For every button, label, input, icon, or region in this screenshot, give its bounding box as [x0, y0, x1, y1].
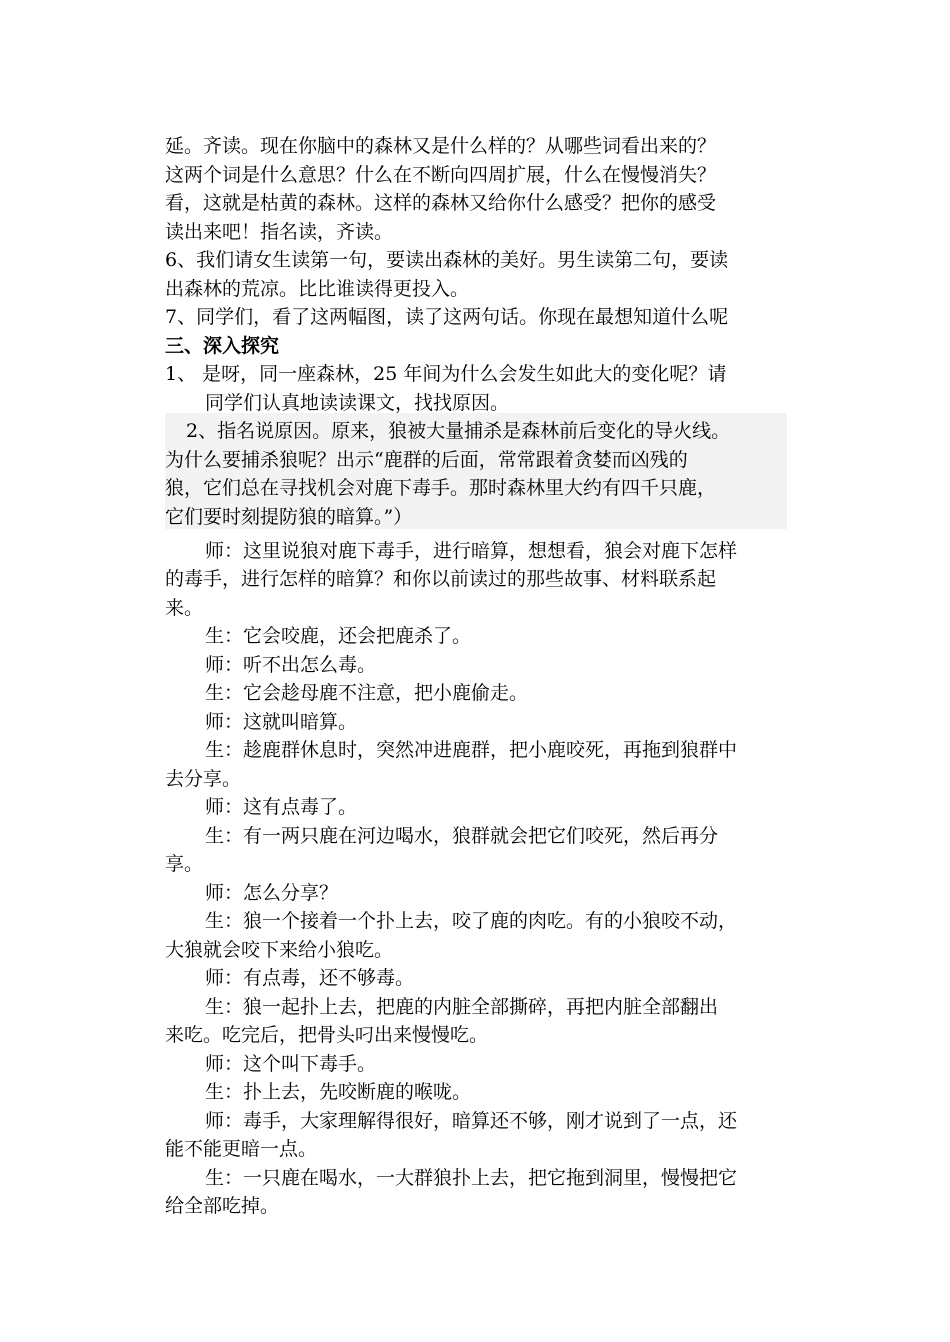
question2-line-2: 为什么要捕杀狼呢？出示“鹿群的后面，常常跟着贪婪而凶残的 [165, 449, 688, 471]
dialogue-line: 给全部吃掉。 [165, 1195, 280, 1217]
dialogue-line: 生：它会趁母鹿不注意，把小鹿偷走。 [205, 682, 529, 704]
dialogue-line: 生：它会咬鹿，还会把鹿杀了。 [205, 625, 472, 647]
intro-line-4: 读出来吧！指名读，齐读。 [165, 221, 394, 243]
dialogue-line: 大狼就会咬下来给小狼吃。 [165, 939, 394, 961]
dialogue-line: 生：趁鹿群休息时，突然冲进鹿群，把小鹿咬死，再拖到狼群中 [205, 739, 738, 761]
dialogue-line: 师：听不出怎么毒。 [205, 654, 377, 676]
intro-line-1: 延。齐读。现在你脑中的森林又是什么样的？从哪些词看出来的？ [165, 135, 717, 157]
dialogue-line: 生：狼一个接着一个扑上去，咬了鹿的肉吃。有的小狼咬不动， [205, 910, 738, 932]
dialogue-line: 师：怎么分享？ [205, 882, 339, 904]
dialogue-line: 的毒手，进行怎样的暗算？和你以前读过的那些故事、材料联系起 [165, 568, 717, 590]
step7-line: 7、同学们，看了这两幅图，读了这两句话。你现在最想知道什么呢 [165, 306, 729, 328]
dialogue-line: 来吃。吃完后，把骨头叼出来慢慢吃。 [165, 1024, 489, 1046]
question2-line-1: 2、指名说原因。原来，狼被大量捕杀是森林前后变化的导火线。 [186, 420, 731, 442]
intro-line-3: 看，这就是枯黄的森林。这样的森林又给你什么感受？把你的感受 [165, 192, 717, 214]
step6-line-1: 6、我们请女生读第一句，要读出森林的美好。男生读第二句，要读 [165, 249, 729, 271]
intro-line-2: 这两个词是什么意思？什么在不断向四周扩展，什么在慢慢消失？ [165, 164, 717, 186]
step6-line-2: 出森林的荒凉。比比谁读得更投入。 [165, 278, 470, 300]
question1-line-2: 同学们认真地读读课文，找找原因。 [205, 392, 510, 414]
dialogue-line: 师：有点毒，还不够毒。 [205, 967, 415, 989]
dialogue-line: 享。 [165, 853, 204, 875]
dialogue-line: 生：有一两只鹿在河边喝水，狼群就会把它们咬死，然后再分 [205, 825, 719, 847]
dialogue-line: 师：这里说狼对鹿下毒手，进行暗算，想想看，狼会对鹿下怎样 [205, 540, 738, 562]
question1-line-1: 1、 是呀，同一座森林，25 年间为什么会发生如此大的变化呢？请 [165, 363, 727, 385]
dialogue-line: 师：毒手，大家理解得很好，暗算还不够，刚才说到了一点，还 [205, 1110, 738, 1132]
section-heading: 三、深入探究 [165, 335, 280, 357]
question2-line-3: 狼，它们总在寻找机会对鹿下毒手。那时森林里大约有四千只鹿， [165, 477, 717, 499]
dialogue-line: 师：这个叫下毒手。 [205, 1053, 377, 1075]
dialogue-line: 能不能更暗一点。 [165, 1138, 318, 1160]
dialogue-line: 生：一只鹿在喝水，一大群狼扑上去，把它拖到洞里，慢慢把它 [205, 1167, 738, 1189]
dialogue-line: 来。 [165, 597, 204, 619]
dialogue-line: 生：扑上去，先咬断鹿的喉咙。 [205, 1081, 472, 1103]
dialogue-line: 师：这有点毒了。 [205, 796, 358, 818]
dialogue-line: 师：这就叫暗算。 [205, 711, 358, 733]
question2-line-4: 它们要时刻提防狼的暗算。”） [165, 506, 413, 528]
dialogue-line: 去分享。 [165, 768, 242, 790]
dialogue-line: 生：狼一起扑上去，把鹿的内脏全部撕碎，再把内脏全部翻出 [205, 996, 719, 1018]
